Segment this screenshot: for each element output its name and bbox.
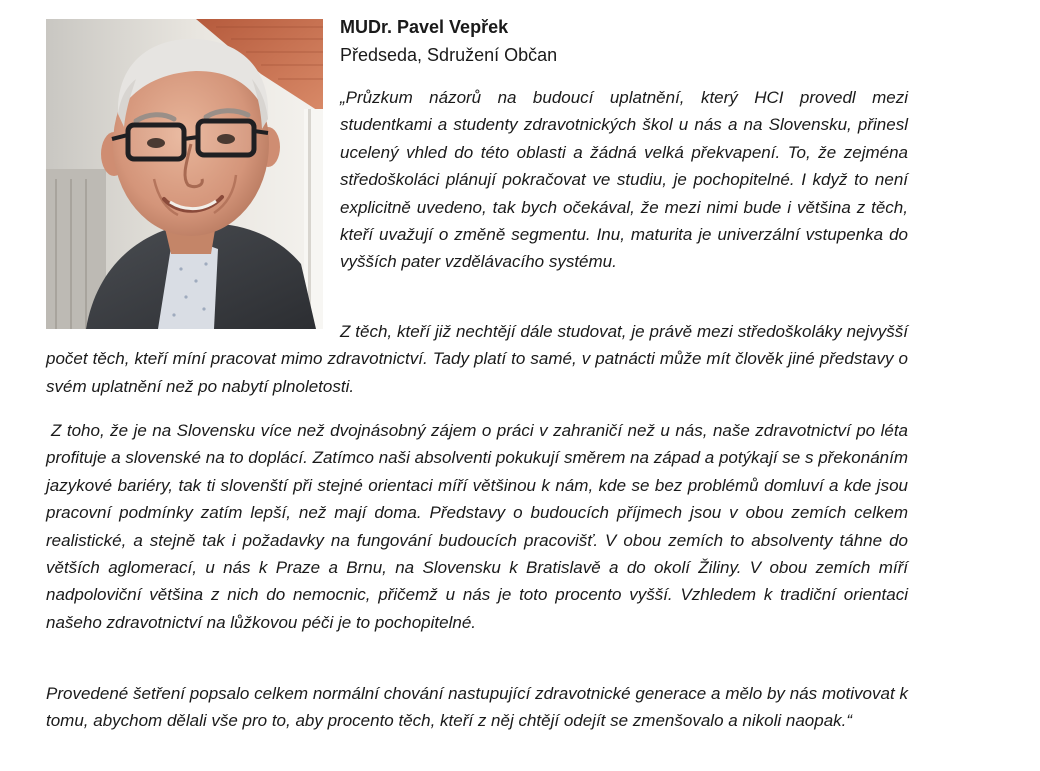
person-name: MUDr. Pavel Vepřek — [340, 17, 509, 37]
portrait-photo — [46, 19, 323, 329]
quote-paragraph-3: Z toho, že je na Slovensku více než dvojnásobný zájem o práci v zahraničí než u nás, naše zdravotnictví po léta profituje a slovenské na to doplácí. Zatímco naši absolventi pokukují směrem na západ a potýkají se s překonáním jazykové bariéry, tak ti slovenští při stejné orientaci míří většinou k nám, kde se bez problémů domluví a kde jsou pracovní podmínky zatím lepší, než mají doma. Představy o budoucích příjmech jsou v obou zemích celkem realistické, a stejně tak i požadavky na fungování budoucích pracovišť. V obou zemích to absolventy táhne do větších aglomerací, u nás k Praze a Brnu, na Slovensku k Bratislavě a do okolí Žiliny. V obou zemích míří nadpoloviční většina z nich do nemocnic, přičemž u nás je toto procento vyšší. Vzhledem k tradiční orientaci našeho zdravotnictví na lůžkovou péči je to pochopitelné. — [46, 421, 908, 632]
quote-paragraph-1: „Průzkum názorů na budoucí uplatnění, který HCI provedl mezi studentkami a studenty zdravotnických škol u nás a na Slovensku, přinesl ucelený vhled do této oblasti a žádná velká překvapení. To, že zejména středoškoláci plánují pokračovat ve studiu, je pochopitelné. I když to není explicitně uvedeno, tak bych očekával, že mezi nimi bude i většina z těch, kteří uvažují o změně segmentu. Inu, maturita je univerzální vstupenka do vyšších pater vzdělávacího systému. — [340, 88, 908, 272]
person-role: Předseda, Sdružení Občan — [340, 45, 558, 65]
quote-paragraph-4: Provedené šetření popsalo celkem normální chování nastupující zdravotnické generace a mělo by nás motivovat k tomu, abychom dělali vše pro to, aby procento těch, kteří z něj chtějí odejít se zmenšovalo a nikoli naopak.“ — [46, 684, 908, 731]
quote-paragraph-2: Z těch, kteří již nechtějí dále studovat, je právě mezi středoškoláky nejvyšší počet těch, kteří míní pracovat mimo zdravotnictví. Tady platí to samé, v patnácti může mít člověk jiné představy o svém uplatnění než po nabytí plnoletosti. — [46, 322, 908, 396]
